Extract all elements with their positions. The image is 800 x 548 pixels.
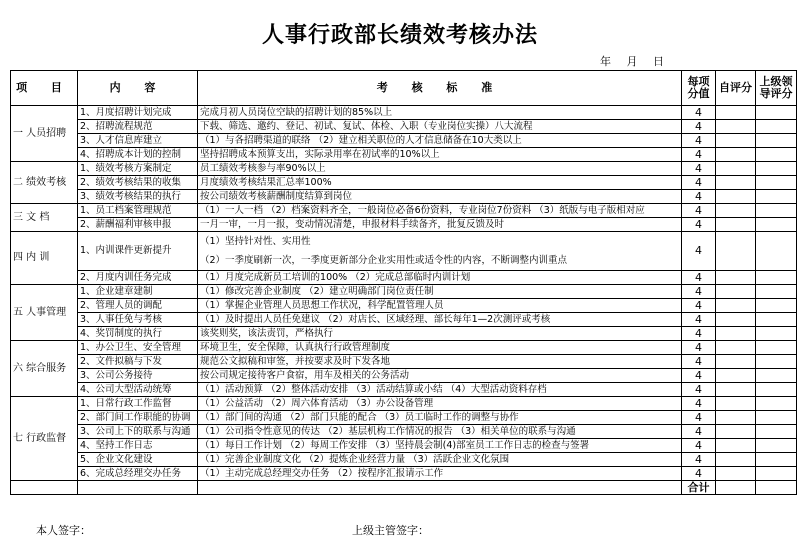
score-cell: 4 [682,453,716,467]
leader-score-cell[interactable] [756,134,797,148]
criteria-cell: 员工绩效考核参与率90%以上 [198,162,682,176]
table-row [11,341,797,355]
table-row [11,411,797,425]
self-score-cell[interactable] [716,411,756,425]
self-score-cell[interactable] [716,120,756,134]
self-score-cell[interactable] [716,218,756,232]
score-cell: 4 [682,341,716,355]
section-name: 七 行政监督 [11,397,78,481]
section-name: 二 绩效考核 [11,162,78,204]
criteria-cell: 按公司规定接待客户食宿，用车及相关的公务活动 [198,369,682,383]
criteria-cell: （1）公益活动 （2）周六体育活动 （3）办公设备管理 [198,397,682,411]
self-score-cell[interactable] [716,383,756,397]
leader-score-cell[interactable] [756,232,797,271]
leader-score-cell[interactable] [756,299,797,313]
score-cell: 4 [682,271,716,285]
table-row [11,397,797,411]
table-row [11,453,797,467]
header-content: 内 容 [78,71,198,106]
leader-score-cell[interactable] [756,453,797,467]
table-row [11,120,797,134]
criteria-cell: （1）修改完善企业制度 （2）建立明确部门岗位责任制 [198,285,682,299]
self-signature-label: 本人签字： [36,524,91,537]
content-cell: 4、公司大型活动统筹 [78,383,198,397]
table-row [11,425,797,439]
self-score-cell[interactable] [716,369,756,383]
score-cell: 4 [682,176,716,190]
section-name: 五 人事管理 [11,285,78,341]
table-row [11,299,797,313]
section-name: 一 人员招聘 [11,106,78,162]
criteria-cell: 规范公文拟稿和审签，并按要求及时下发各地 [198,355,682,369]
self-score-cell[interactable] [716,190,756,204]
content-cell: 5、企业文化建设 [78,453,198,467]
table-row [11,190,797,204]
score-cell: 4 [682,383,716,397]
criteria-cell: （1）部门间的沟通 （2）部门只能的配合 （3）员工临时工作的调整与协作 [198,411,682,425]
self-score-cell[interactable] [716,425,756,439]
section-name: 六 综合服务 [11,341,78,397]
leader-score-cell[interactable] [756,271,797,285]
criteria-cell: 完成月初人员岗位空缺的招聘计划的85%以上 [198,106,682,120]
total-blank-criteria [198,481,682,495]
score-cell: 4 [682,467,716,481]
criteria-line: （1）坚持针对性、实用性 [200,236,311,247]
leader-score-cell[interactable] [756,355,797,369]
score-cell: 4 [682,411,716,425]
score-cell: 4 [682,369,716,383]
score-cell: 4 [682,162,716,176]
score-cell: 4 [682,439,716,453]
table-row [11,162,797,176]
leader-score-cell[interactable] [756,148,797,162]
content-cell: 1、办公卫生、安全管理 [78,341,198,355]
self-score-cell[interactable] [716,453,756,467]
content-cell: 2、文件拟稿与下发 [78,355,198,369]
table-row [11,369,797,383]
content-cell: 2、薪酬福利审核申报 [78,218,198,232]
section-name: 三 文 档 [11,204,78,232]
header-self-score: 自评分 [716,71,756,106]
table-row [11,232,797,271]
table-row [11,327,797,341]
criteria-cell: （1）主动完成总经理交办任务 （2）按程序汇报请示工作 [198,467,682,481]
table-row [11,355,797,369]
content-cell: 2、管理人员的调配 [78,299,198,313]
criteria-cell: （1）一人一档 （2）档案资料齐全，一般岗位必备6份资料，专业岗位7份资料 （3）纸版与电子版相对应 [198,204,682,218]
header-score [682,71,716,106]
content-cell: 3、绩效考核结果的执行 [78,190,198,204]
self-score-cell[interactable] [716,176,756,190]
supervisor-signature-label: 上级主管签字： [352,524,429,537]
criteria-cell: （1）月度完成新员工培训的100% （2）完成总部临时内训计划 [198,271,682,285]
content-cell: 2、绩效考核结果的收集 [78,176,198,190]
self-score-cell[interactable] [716,134,756,148]
self-score-cell[interactable] [716,341,756,355]
total-label: 合计 [682,481,716,495]
criteria-cell: 月度绩效考核结果汇总率100% [198,176,682,190]
criteria-cell: （1）掌握企业管理人员思想工作状况，科学配置管理人员 [198,299,682,313]
leader-score-cell[interactable] [756,176,797,190]
score-cell: 4 [682,285,716,299]
content-cell: 1、员工档案管理规范 [78,204,198,218]
table-row [11,204,797,218]
total-blank-content [78,481,198,495]
self-score-cell[interactable] [716,327,756,341]
score-cell: 4 [682,106,716,120]
content-cell: 1、绩效考核方案制定 [78,162,198,176]
table-row [11,134,797,148]
header-score-line2: 分值 [687,87,710,100]
score-cell: 4 [682,148,716,162]
content-cell: 6、完成总经理交办任务 [78,467,198,481]
table-row [11,218,797,232]
table-row [11,439,797,453]
table-row [11,313,797,327]
table-row [11,285,797,299]
table-row [11,271,797,285]
date-line: 年 月 日 [600,55,664,68]
leader-score-cell[interactable] [756,467,797,481]
score-cell: 4 [682,299,716,313]
content-cell: 4、招聘成本计划的控制 [78,148,198,162]
header-leader-line2: 导评分 [759,87,793,100]
header-leader-line1: 上级领 [759,75,793,88]
leader-score-cell[interactable] [756,411,797,425]
self-score-cell[interactable] [716,355,756,369]
leader-score-cell[interactable] [756,397,797,411]
criteria-cell: 该奖则奖，该法责罚，严格执行 [198,327,682,341]
page-title: 人事行政部长绩效考核办法 [261,23,538,48]
leader-score-cell[interactable] [756,369,797,383]
header-row [11,71,797,106]
table-row [11,148,797,162]
header-score-line1: 每项 [687,75,710,88]
table-body [11,106,797,481]
total-blank-item [11,481,78,495]
self-score-cell[interactable] [716,148,756,162]
criteria-cell: （1）及时提出人员任免建议 （2）对店长、区域经理、部长每年1—2次测评或考核 [198,313,682,327]
content-cell: 1、企业建章建制 [78,285,198,299]
score-cell: 4 [682,313,716,327]
score-cell: 4 [682,134,716,148]
score-cell: 4 [682,327,716,341]
leader-score-cell[interactable] [756,313,797,327]
content-cell: 1、内训课件更新提升 [78,232,198,271]
content-cell: 3、人才信息库建立 [78,134,198,148]
criteria-cell: 一月一审，一月一报，变动情况清楚，申报材料手续备齐，批复反馈及时 [198,218,682,232]
self-score-cell[interactable] [716,397,756,411]
self-score-cell[interactable] [716,313,756,327]
table-row [11,176,797,190]
score-cell: 4 [682,204,716,218]
content-cell: 1、日常行政工作监督 [78,397,198,411]
total-row [11,481,797,495]
leader-score-cell[interactable] [756,439,797,453]
leader-score-cell[interactable] [756,162,797,176]
assessment-table [10,70,797,495]
section-name: 四 内 训 [11,232,78,285]
leader-score-cell[interactable] [756,204,797,218]
leader-score-cell[interactable] [756,190,797,204]
total-leader-cell[interactable] [756,481,797,495]
self-score-cell[interactable] [716,439,756,453]
content-cell: 2、月度内训任务完成 [78,271,198,285]
table-row [11,106,797,120]
self-score-cell[interactable] [716,106,756,120]
criteria-cell: （1）与各招聘渠道的联络 （2）建立相关职位的人才信息储备在10大类以上 [198,134,682,148]
leader-score-cell[interactable] [756,425,797,439]
content-cell: 3、人事任免与考核 [78,313,198,327]
score-cell: 4 [682,218,716,232]
content-cell: 3、公司公务接待 [78,369,198,383]
header-leader-score [756,71,797,106]
self-score-cell[interactable] [716,162,756,176]
criteria-cell: （1）每日工作计划 （2）每周工作安排 （3）坚持晨会制(4)部室员工工作日志的检查与签署 [198,439,682,453]
self-score-cell[interactable] [716,204,756,218]
score-cell: 4 [682,120,716,134]
score-cell: 4 [682,397,716,411]
total-self-cell[interactable] [716,481,756,495]
leader-score-cell[interactable] [756,285,797,299]
table-row [11,383,797,397]
self-score-cell[interactable] [716,285,756,299]
header-item: 项 目 [11,71,78,106]
content-cell: 4、奖罚制度的执行 [78,327,198,341]
table-row [11,467,797,481]
score-cell: 4 [682,232,716,271]
criteria-cell: 环境卫生，安全保障，认真执行行政管理制度 [198,341,682,355]
content-cell: 1、月度招聘计划完成 [78,106,198,120]
leader-score-cell[interactable] [756,341,797,355]
score-cell: 4 [682,355,716,369]
self-score-cell[interactable] [716,467,756,481]
content-cell: 4、坚持工作日志 [78,439,198,453]
criteria-cell [198,232,682,271]
header-criteria: 考 核 标 准 [198,71,682,106]
criteria-cell: （1）公司指令性意见的传达 （2）基层机构工作情况的报告 （3）相关单位的联系与沟通 [198,425,682,439]
self-score-cell[interactable] [716,299,756,313]
content-cell: 2、部门间工作职能的协调 [78,411,198,425]
leader-score-cell[interactable] [756,383,797,397]
content-cell: 3、公司上下的联系与沟通 [78,425,198,439]
criteria-cell: （1）完善企业制度文化 （2）提炼企业经营力量 （3）活跃企业文化氛围 [198,453,682,467]
leader-score-cell[interactable] [756,327,797,341]
criteria-cell: （1）活动预算 （2）整体活动安排 （3）活动结算或小结 （4）大型活动资料存档 [198,383,682,397]
self-score-cell[interactable] [716,232,756,271]
self-score-cell[interactable] [716,271,756,285]
score-cell: 4 [682,190,716,204]
content-cell: 2、招聘流程规范 [78,120,198,134]
criteria-line: （2）一季度刷新一次，一季度更新部分企业实用性或适令性的内容，不断调整内训重点 [200,255,568,266]
leader-score-cell[interactable] [756,106,797,120]
leader-score-cell[interactable] [756,120,797,134]
leader-score-cell[interactable] [756,218,797,232]
criteria-cell: 下载、筛选、邀约、登记、初试、复试、体检、入职（专业岗位实操）八大流程 [198,120,682,134]
criteria-cell: 坚持招聘成本预算支出，实际录用率在初试率的10%以上 [198,148,682,162]
criteria-cell: 按公司绩效考核薪酬制度结算到岗位 [198,190,682,204]
score-cell: 4 [682,425,716,439]
